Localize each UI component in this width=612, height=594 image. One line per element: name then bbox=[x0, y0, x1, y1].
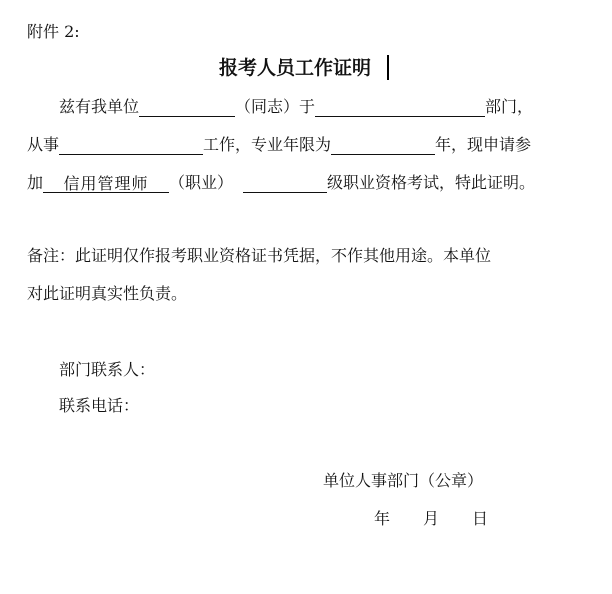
line1-prefix: 兹有我单位 bbox=[59, 97, 140, 116]
line3-profession-suffix: （职业） bbox=[169, 173, 234, 192]
body-line-3 bbox=[27, 173, 535, 193]
unit-name-blank[interactable] bbox=[139, 98, 235, 117]
document-title: 报考人员工作证明 bbox=[219, 57, 372, 79]
line2-work: 工作，专业年限为 bbox=[203, 135, 332, 154]
line1-comrade: （同志）于 bbox=[235, 97, 316, 116]
contact-phone-label: 联系电话： bbox=[59, 396, 140, 415]
line2-year-apply: 年，现申请参 bbox=[435, 135, 532, 154]
contact-person-label: 部门联系人： bbox=[59, 360, 156, 379]
attachment-label: 附件 2: bbox=[27, 22, 80, 41]
date-day: 日 bbox=[472, 509, 489, 528]
date-month: 月 bbox=[423, 509, 440, 528]
profession-field[interactable]: 信用管理师 bbox=[43, 174, 169, 193]
date-year: 年 bbox=[374, 509, 391, 528]
body-line-1 bbox=[59, 97, 533, 117]
department-blank[interactable] bbox=[315, 98, 485, 117]
body-line-2 bbox=[27, 135, 531, 155]
line1-dept: 部门， bbox=[485, 97, 534, 116]
text-cursor bbox=[387, 55, 389, 80]
line2-prefix: 从事 bbox=[27, 135, 60, 154]
work-blank[interactable] bbox=[59, 136, 203, 155]
line3-level-suffix: 级职业资格考试，特此证明。 bbox=[327, 173, 536, 192]
years-blank[interactable] bbox=[331, 136, 435, 155]
note-line-1: 备注：此证明仅作报考职业资格证书凭据，不作其他用途。本单位 bbox=[27, 246, 492, 265]
level-blank[interactable] bbox=[243, 174, 327, 193]
note-line-2: 对此证明真实性负责。 bbox=[27, 284, 188, 303]
department-seal-label: 单位人事部门（公章） bbox=[323, 471, 484, 490]
line3-prefix: 加 bbox=[27, 173, 44, 192]
